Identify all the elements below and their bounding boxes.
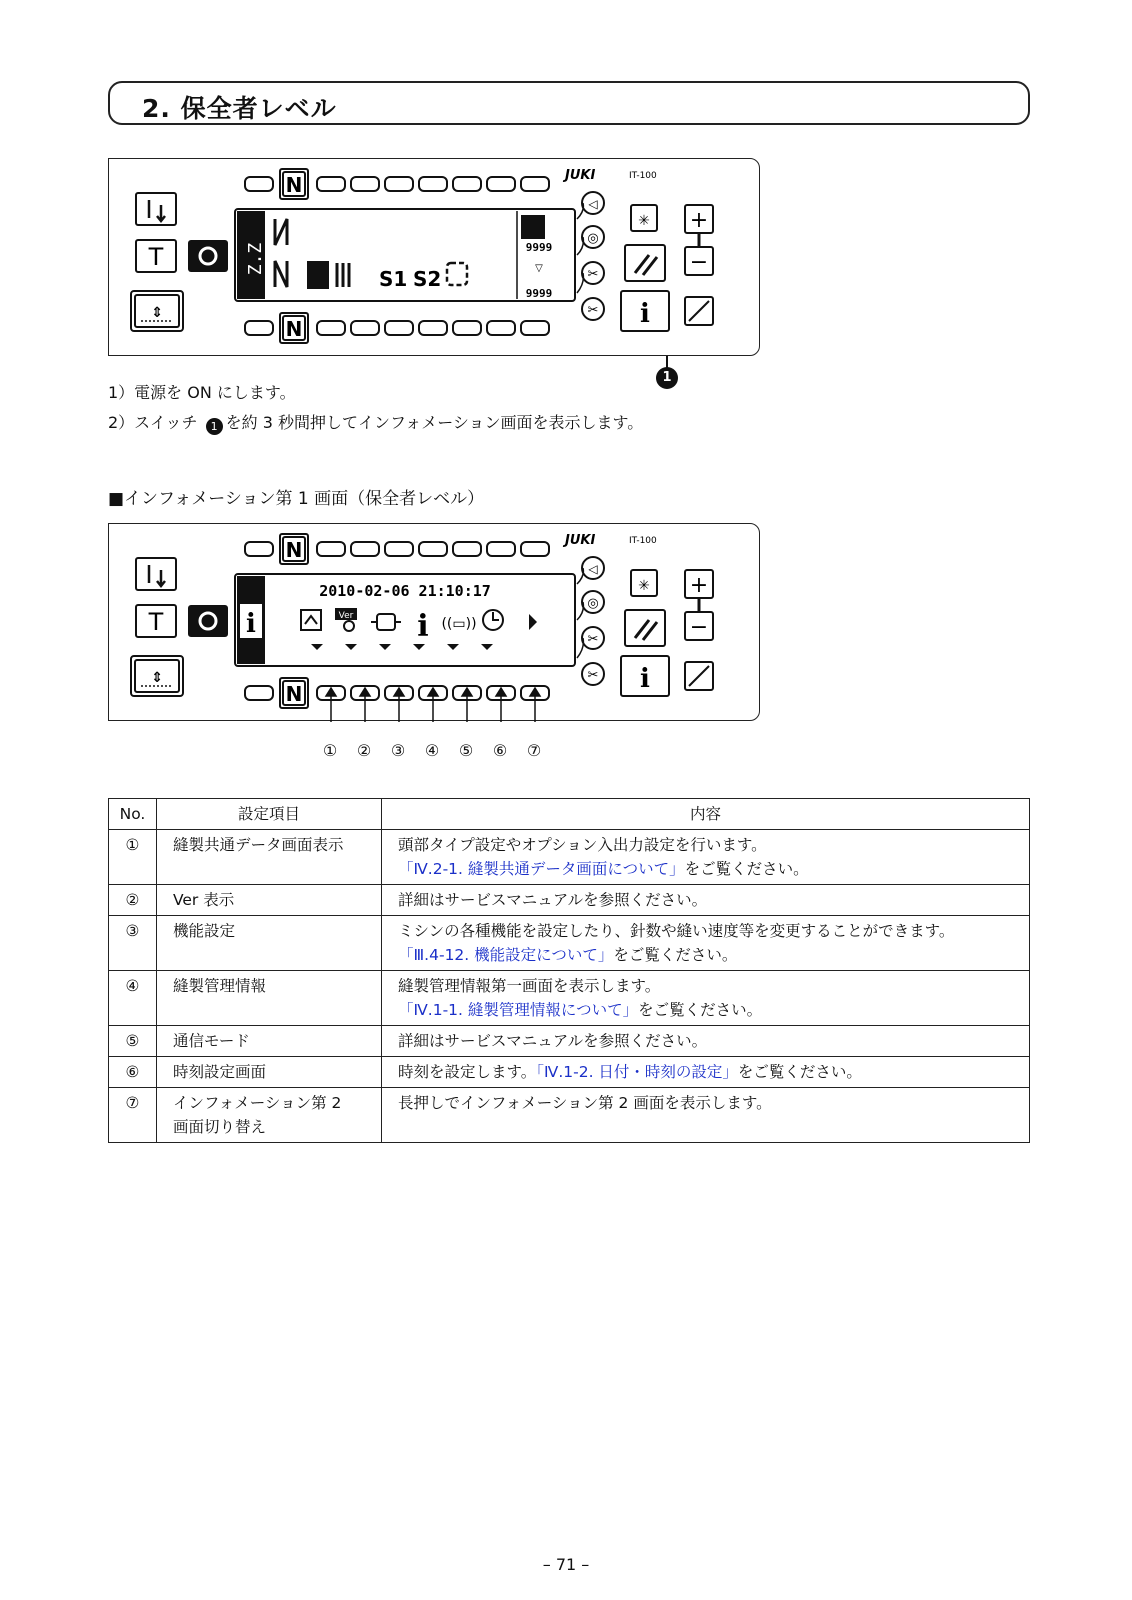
information-icon: i: [640, 664, 650, 694]
settings-table: [108, 798, 1030, 1143]
plus-icon: +: [689, 573, 709, 598]
production-info-icon: i: [417, 609, 429, 644]
link-date-time-setting[interactable]: 「Ⅳ.1-2. 日付・時刻の設定」: [536, 1063, 738, 1081]
bobbin-icon: ◎: [587, 596, 599, 611]
scissors-off-icon: ✂: [587, 668, 599, 683]
steps: [108, 378, 643, 438]
table-row: ① 縫製共通データ画面表示 頭部タイプ設定やオプション入出力設定を行います。 「Ⅳ.2-1. 縫製共通データ画面について」をご覧ください。: [109, 830, 1030, 885]
communication-icon: ((▭)): [441, 616, 477, 632]
counter-top: 9999: [525, 241, 553, 254]
callout-1: 1: [656, 367, 678, 389]
plus-icon: +: [689, 208, 709, 233]
presser-icon: ⇕: [151, 670, 163, 686]
table-row: ③ 機能設定 ミシンの各種機能を設定したり、針数や縫い速度等を変更することができます。 「Ⅲ.4-12. 機能設定について」をご覧ください。: [109, 916, 1030, 971]
header-item: 設定項目: [157, 799, 382, 830]
link-function-setting[interactable]: 「Ⅲ.4-12. 機能設定について」: [398, 946, 614, 964]
operation-panel-home: [108, 158, 760, 356]
datetime: 2010-02-06 21:10:17: [319, 582, 491, 600]
needle-down-icon: N: [285, 682, 303, 706]
ver-icon: Ver: [338, 611, 354, 621]
s1-label: S1: [379, 267, 408, 291]
speaker-icon: ◁: [588, 197, 598, 211]
stitch-mode-icon: Z.Z: [245, 242, 266, 276]
scissors-icon: ✂: [587, 267, 599, 282]
minus-icon: −: [689, 615, 709, 640]
model-label: IT-100: [629, 171, 657, 181]
thread-tension-key-icon: T: [148, 608, 164, 636]
marker-3: ③: [390, 741, 406, 760]
light-icon: ✳: [638, 578, 650, 594]
marker-5: ⑤: [458, 741, 474, 760]
header-no: No.: [109, 799, 157, 830]
scissors-icon: ✂: [587, 632, 599, 647]
ready-key[interactable]: [188, 240, 228, 272]
info-mode-icon: i: [246, 609, 256, 639]
marker-7: ⑦: [526, 741, 542, 760]
link-sewing-common-data[interactable]: 「Ⅳ.2-1. 縫製共通データ画面について」: [398, 860, 685, 878]
table-row: ⑤ 通信モード 詳細はサービスマニュアルを参照ください。: [109, 1026, 1030, 1057]
section-header: [108, 81, 1030, 125]
step-1: 1）電源を ON にします。: [108, 383, 296, 402]
table-row: ④ 縫製管理情報 縫製管理情報第一画面を表示します。 「Ⅳ.1-1. 縫製管理情報について」をご覧ください。: [109, 971, 1030, 1026]
minus-icon: −: [689, 250, 709, 275]
needle-down-icon: N: [285, 317, 303, 341]
table-row: ⑥ 時刻設定画面 時刻を設定します。「Ⅳ.1-2. 日付・時刻の設定」をご覧ください。: [109, 1057, 1030, 1088]
scissors-off-icon: ✂: [587, 303, 599, 318]
speaker-icon: ◁: [588, 562, 598, 576]
needle-up-icon: N: [285, 173, 303, 197]
marker-6: ⑥: [492, 741, 508, 760]
table-row: ② Ver 表示 詳細はサービスマニュアルを参照ください。: [109, 885, 1030, 916]
right-circle-keys[interactable]: [582, 192, 604, 320]
marker-2: ②: [356, 741, 372, 760]
link-production-info[interactable]: 「Ⅳ.1-1. 縫製管理情報について」: [398, 1001, 639, 1019]
pattern-icon: [307, 261, 329, 289]
marker-1: ①: [322, 741, 338, 760]
bobbin-icon: ◎: [587, 231, 599, 246]
brand-logo: JUKI: [565, 533, 596, 548]
marker-4: ④: [424, 741, 440, 760]
bobbin-counter-icon: [521, 215, 545, 239]
thread-tension-key-icon: T: [148, 243, 164, 271]
subtitle: ■インフォメーション第 1 画面（保全者レベル）: [108, 489, 485, 509]
right-circle-keys-info[interactable]: [582, 557, 604, 685]
light-icon: ✳: [638, 213, 650, 229]
operation-panel-info: [108, 523, 760, 721]
counter-icon: ▽: [535, 263, 543, 274]
header-desc: 内容: [382, 799, 1030, 830]
s2-label: S2: [413, 267, 442, 291]
ready-key[interactable]: [188, 605, 228, 637]
counter-bottom: 9999: [525, 287, 553, 300]
information-icon: i: [640, 299, 650, 329]
section-title: 2. 保全者レベル: [142, 94, 337, 123]
presser-icon: ⇕: [151, 305, 163, 321]
needle-up-icon: N: [285, 538, 303, 562]
page-number: – 71 –: [542, 1555, 590, 1574]
model-label: IT-100: [629, 536, 657, 546]
table-header-row: [109, 799, 1030, 830]
bullet-1: 1: [206, 418, 223, 435]
step-2: 2）スイッチ 1 を約 3 秒間押してインフォメーション画面を表示します。: [108, 413, 644, 433]
table-row: ⑦ インフォメーション第 2 画面切り替え 長押しでインフォメーション第 2 画面を表示します。: [109, 1088, 1030, 1143]
brand-logo: JUKI: [565, 168, 596, 183]
